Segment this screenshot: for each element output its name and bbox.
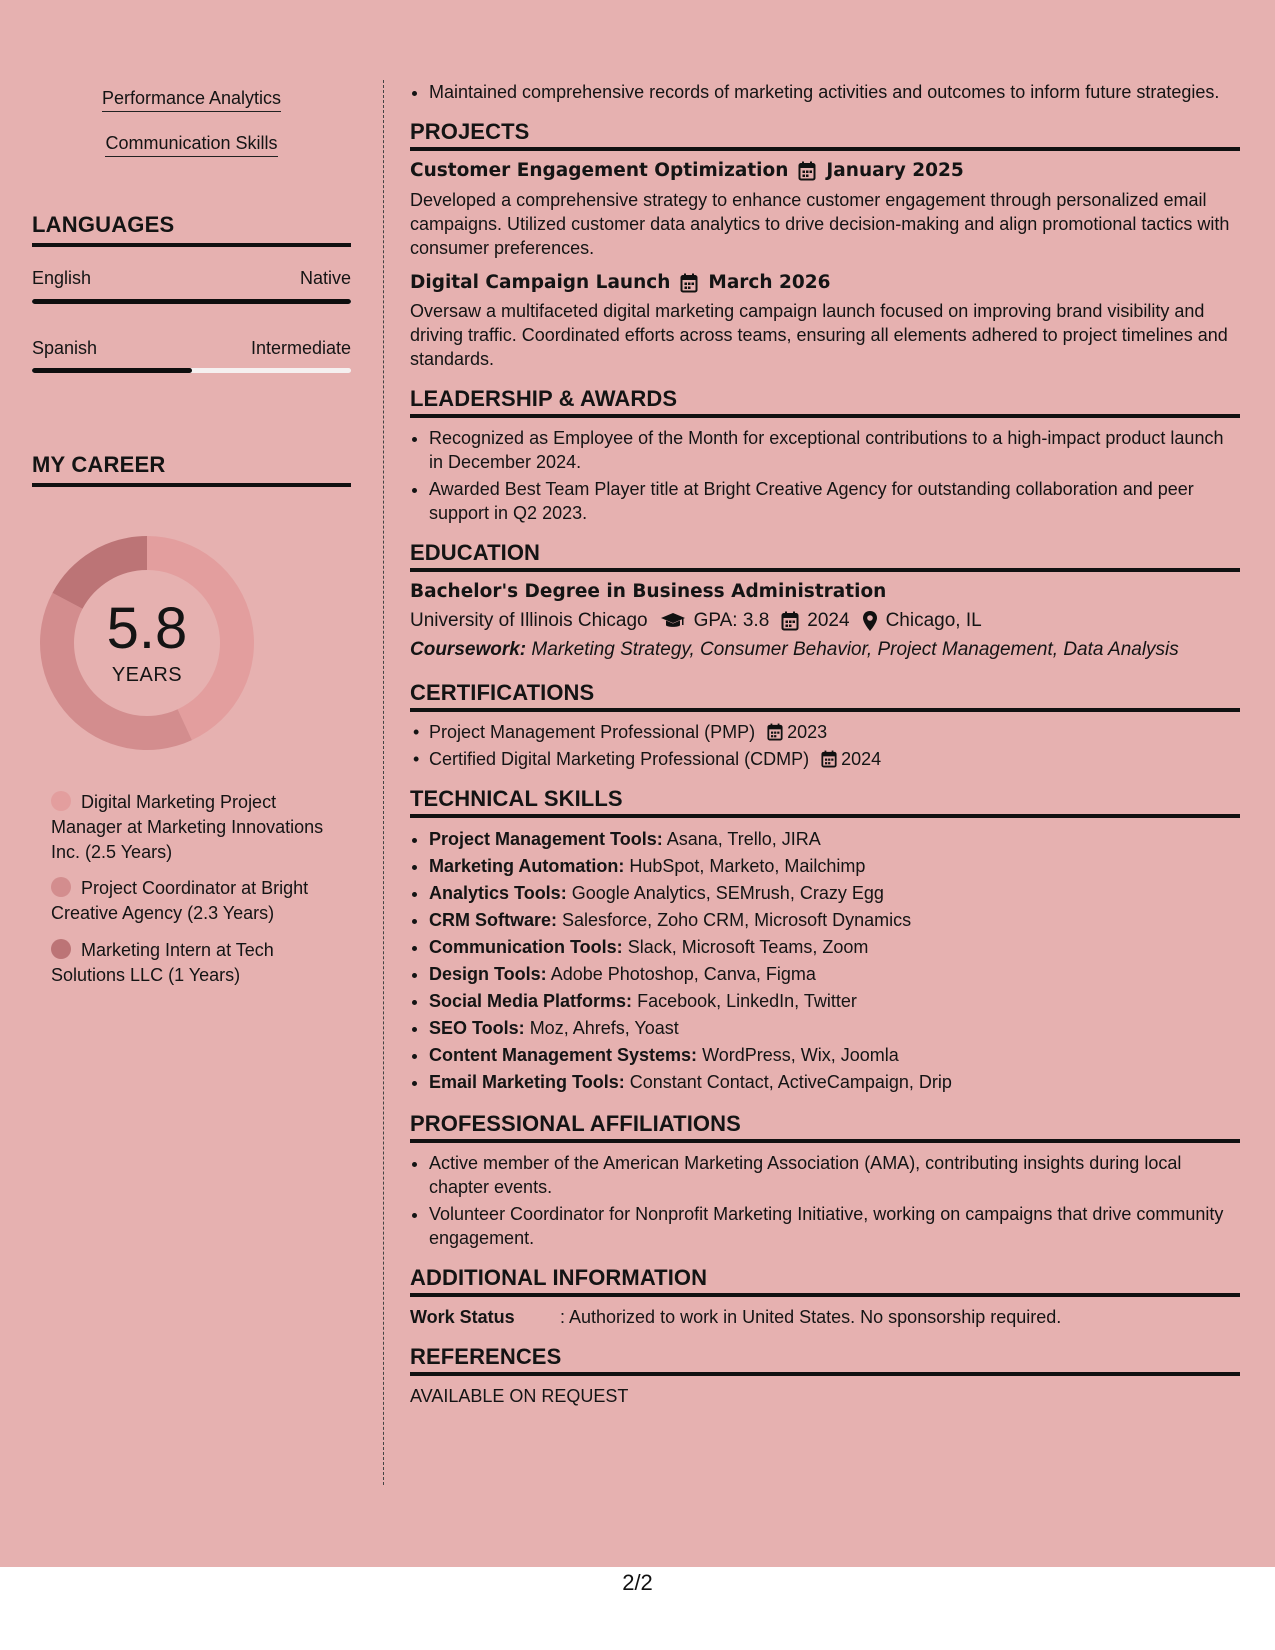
language-name: English [32,268,92,288]
project-date: January 2025 [826,160,964,181]
references-text: AVAILABLE ON REQUEST [410,1386,629,1406]
technical-skill-value: Google Analytics, SEMrush, Crazy Egg [571,883,884,903]
certification-item [429,747,1240,771]
calendar-icon [821,750,837,768]
award-item: • Recognized as Employee of the Month for exceptional contributions to a high-impact product launch in December 2024. [429,426,1240,474]
school-location: Chicago, IL [885,610,982,631]
affiliation-item: • Active member of the American Marketing Association (AMA), contributing insights during local chapter events. [429,1151,1240,1199]
main-content [410,80,1240,1408]
experience-tail-list [410,80,1240,104]
technical-skill-item [429,1042,1240,1069]
references-heading: REFERENCES [410,1345,1240,1376]
project-title: Customer Engagement Optimization [410,160,789,181]
certification-year: 2024 [841,749,882,769]
coursework-list: Marketing Strategy, Consumer Behavior, Project Management, Data Analysis [531,639,1179,660]
technical-skill-item [429,853,1240,880]
technical-skill-item [429,907,1240,934]
coursework-label: Coursework: [410,639,527,660]
language-bar [32,368,351,373]
certification-item [429,720,1240,744]
technical-skill-label: Analytics Tools: [429,883,567,903]
graduation-cap-icon [660,612,686,630]
technical-skill-value: Constant Contact, ActiveCampaign, Drip [629,1072,952,1092]
award-item: • Awarded Best Team Player title at Bright Creative Agency for outstanding collaboration and peer support in Q2 2023. [429,477,1240,525]
location-pin-icon [862,610,878,632]
career-total-years: 5.8 [106,596,188,661]
project-title: Digital Campaign Launch [410,272,671,293]
affiliation-item: • Volunteer Coordinator for Nonprofit Marketing Initiative, working on campaigns that drive community engagement. [429,1202,1240,1250]
technical-skill-label: Email Marketing Tools: [429,1072,625,1092]
certification-name: • Project Management Professional (PMP) [429,722,756,742]
calendar-icon [680,273,698,293]
affiliations-heading: PROFESSIONAL AFFILIATIONS [410,1112,1240,1143]
technical-skill-value: Adobe Photoshop, Canva, Figma [550,964,816,984]
work-status-label: Work Status [410,1307,515,1327]
certification-name: • Certified Digital Marketing Professional (CDMP) [429,749,810,769]
calendar-icon [798,161,816,181]
additional-info-heading: ADDITIONAL INFORMATION [410,1266,1240,1297]
project-description: Oversaw a multifaceted digital marketing campaign launch focused on improving brand visibility and driving traffic. Coordinated efforts across teams, ensuring all elements adhered to project timelines and standards. [410,301,1228,369]
projects-heading: PROJECTS [410,120,1240,151]
technical-skill-item [429,961,1240,988]
education-heading: EDUCATION [410,541,1240,572]
calendar-icon [781,611,799,631]
technical-skill-value: Moz, Ahrefs, Yoast [529,1018,679,1038]
certifications-list [410,720,1240,771]
affiliations-list [410,1151,1240,1250]
project-title-row [410,271,1240,295]
technical-skill-item [429,988,1240,1015]
project-title-row [410,159,1240,183]
work-status-row [410,1305,1240,1329]
certification-year: 2023 [787,722,828,742]
language-bar [32,299,351,304]
degree-title: Bachelor's Degree in Business Administration [410,581,887,602]
technical-skill-label: Social Media Platforms: [429,991,633,1011]
career-total-unit: YEARS [111,664,183,686]
page-number: 2/2 [622,1570,653,1595]
technical-skill-label: Communication Tools: [429,937,623,957]
project-entry [410,159,1240,260]
technical-skill-item [429,826,1240,853]
language-level: Native [299,268,351,288]
language-bar-fill [32,299,351,304]
technical-skill-value: Slack, Microsoft Teams, Zoom [627,937,869,957]
technical-skill-label: CRM Software: [429,910,558,930]
career-legend-dot [51,791,71,811]
career-item: Project Coordinator at Bright Creative Agency (2.3 Years) [51,878,309,923]
coursework [410,638,1240,662]
column-divider [383,80,384,1485]
technical-skill-value: HubSpot, Marketo, Mailchimp [629,856,866,876]
technical-skill-label: Marketing Automation: [429,856,625,876]
school-name: University of Illinois Chicago [410,610,648,631]
calendar-icon [767,723,783,741]
technical-skills-heading: TECHNICAL SKILLS [410,787,1240,818]
technical-skill-label: Content Management Systems: [429,1045,698,1065]
awards-heading: LEADERSHIP & AWARDS [410,387,1240,418]
education-meta [410,609,1240,633]
career-heading: MY CAREER [32,452,351,487]
skill-item: Communication Skills [32,133,351,157]
project-entry [410,271,1240,371]
language-level: Intermediate [250,338,351,358]
certifications-heading: CERTIFICATIONS [410,681,1240,712]
career-legend-dot [51,939,71,959]
language-bar-fill [32,368,192,373]
experience-bullet: • Maintained comprehensive records of marketing activities and outcomes to inform future strategies. [429,80,1240,104]
languages-heading: LANGUAGES [32,212,351,247]
project-description: Developed a comprehensive strategy to enhance customer engagement through personalized email campaigns. Utilized customer data analytics to drive decision-making and align promotional tactics with consumer preferences. [410,190,1230,258]
technical-skill-label: Project Management Tools: [429,829,663,849]
technical-skill-item [429,934,1240,961]
skill-item: Performance Analytics [32,88,351,112]
technical-skill-item [429,1069,1240,1096]
language-row [32,338,351,359]
gpa: GPA: 3.8 [693,610,770,631]
language-name: Spanish [32,338,98,358]
career-legend-dot [51,877,71,897]
career-item: Marketing Intern at Tech Solutions LLC (1 Years) [51,940,274,985]
technical-skill-value: Facebook, LinkedIn, Twitter [637,991,857,1011]
technical-skills-list [410,826,1240,1096]
language-row [32,268,351,289]
graduation-year: 2024 [807,610,850,631]
education-entry [410,580,1240,662]
technical-skill-label: Design Tools: [429,964,547,984]
technical-skill-value: Salesforce, Zoho CRM, Microsoft Dynamics [562,910,912,930]
technical-skill-label: SEO Tools: [429,1018,525,1038]
project-date: March 2026 [708,272,831,293]
technical-skill-item [429,880,1240,907]
technical-skill-value: WordPress, Wix, Joomla [702,1045,899,1065]
career-item: Digital Marketing Project Manager at Marketing Innovations Inc. (2.5 Years) [51,792,324,862]
work-status-value: : Authorized to work in United States. No sponsorship required. [560,1307,1062,1327]
awards-list [410,426,1240,525]
technical-skill-item [429,1015,1240,1042]
technical-skill-value: Asana, Trello, JIRA [666,829,821,849]
